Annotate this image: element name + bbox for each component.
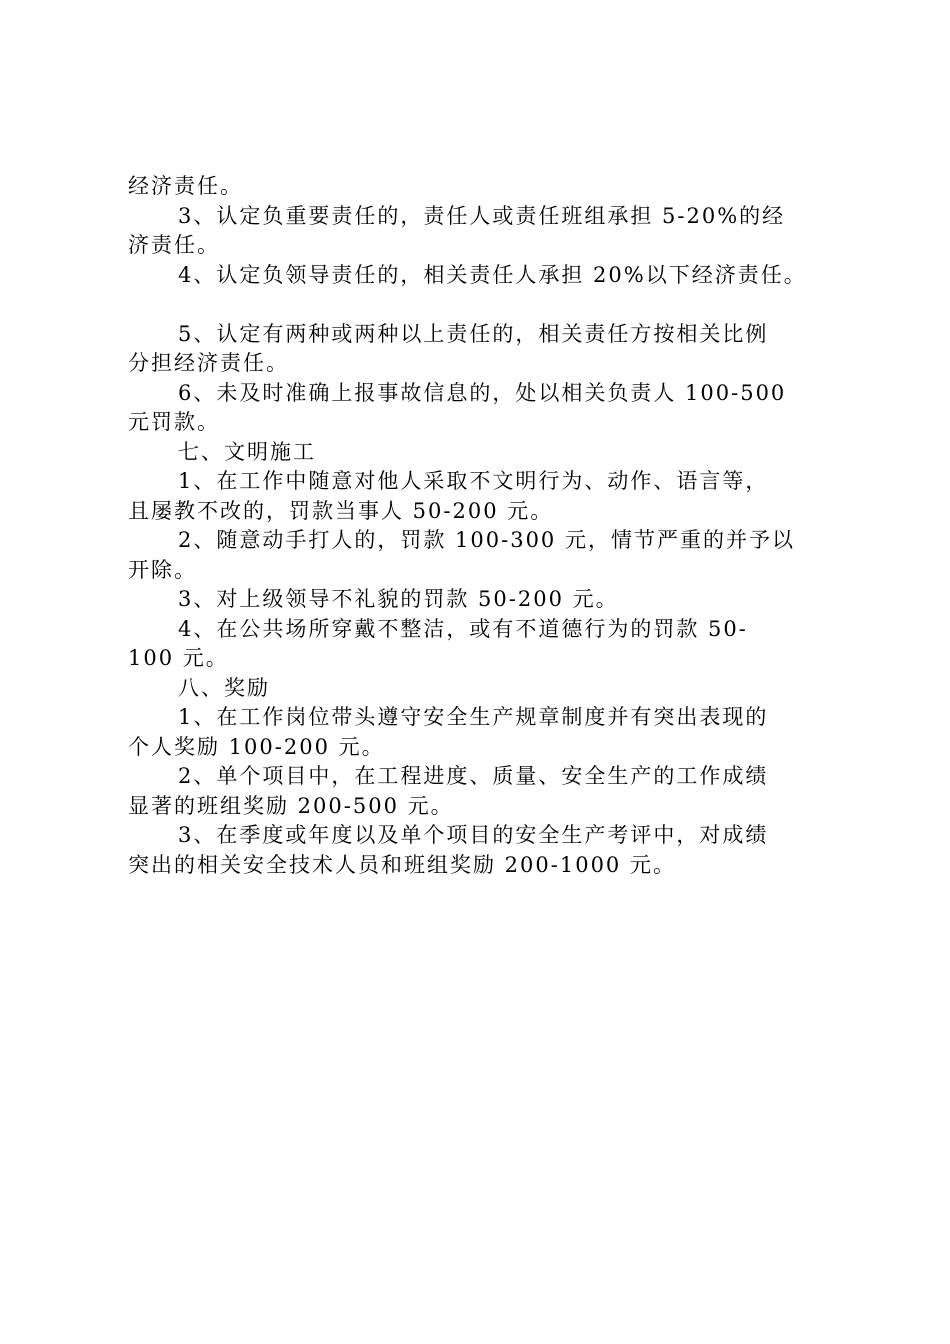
text-line: 开除。 [128, 557, 197, 582]
text-line: 经济责任。 [128, 174, 243, 198]
clause-line: 2、单个项目中，在工程进度、质量、安全生产的工作成绩 [178, 764, 769, 788]
clause-line: 6、未及时准确上报事故信息的，处以相关负责人 100-500 [178, 380, 787, 405]
text-line: 个人奖励 100-200 元。 [128, 734, 385, 759]
clause-line: 2、随意动手打人的，罚款 100-300 元，情节严重的并予以 [178, 528, 795, 552]
clause-line: 1、在工作岗位带头遵守安全生产规章制度并有突出表现的 [178, 705, 769, 729]
clause-line: 3、认定负重要责任的，责任人或责任班组承担 5-20%的经 [178, 203, 786, 228]
text-line: 分担经济责任。 [128, 351, 289, 375]
text-line: 元罚款。 [128, 410, 220, 434]
text-line: 显著的班组奖励 200-500 元。 [128, 793, 454, 818]
section-heading: 八、奖励 [178, 675, 270, 700]
text-line: 100 元。 [128, 646, 229, 670]
clause-line: 4、认定负领导责任的，相关责任人承担 20%以下经济责任。 [178, 262, 807, 287]
clause-line: 3、在季度或年度以及单个项目的安全生产考评中，对成绩 [178, 823, 769, 847]
text-line: 突出的相关安全技术人员和班组奖励 200-1000 元。 [128, 852, 676, 877]
section-heading: 七、文明施工 [178, 439, 316, 464]
clause-line: 1、在工作中随意对他人采取不文明行为、动作、语言等， [178, 469, 769, 493]
document-body [128, 172, 838, 880]
clause-line: 4、在公共场所穿戴不整洁，或有不道德行为的罚款 50- [178, 616, 748, 641]
clause-line: 5、认定有两种或两种以上责任的，相关责任方按相关比例 [178, 321, 769, 346]
clause-line: 3、对上级领导不礼貌的罚款 50-200 元。 [178, 587, 619, 611]
text-line: 且屡教不改的，罚款当事人 50-200 元。 [128, 498, 554, 523]
text-line: 济责任。 [128, 233, 220, 257]
blank-line [128, 290, 838, 320]
